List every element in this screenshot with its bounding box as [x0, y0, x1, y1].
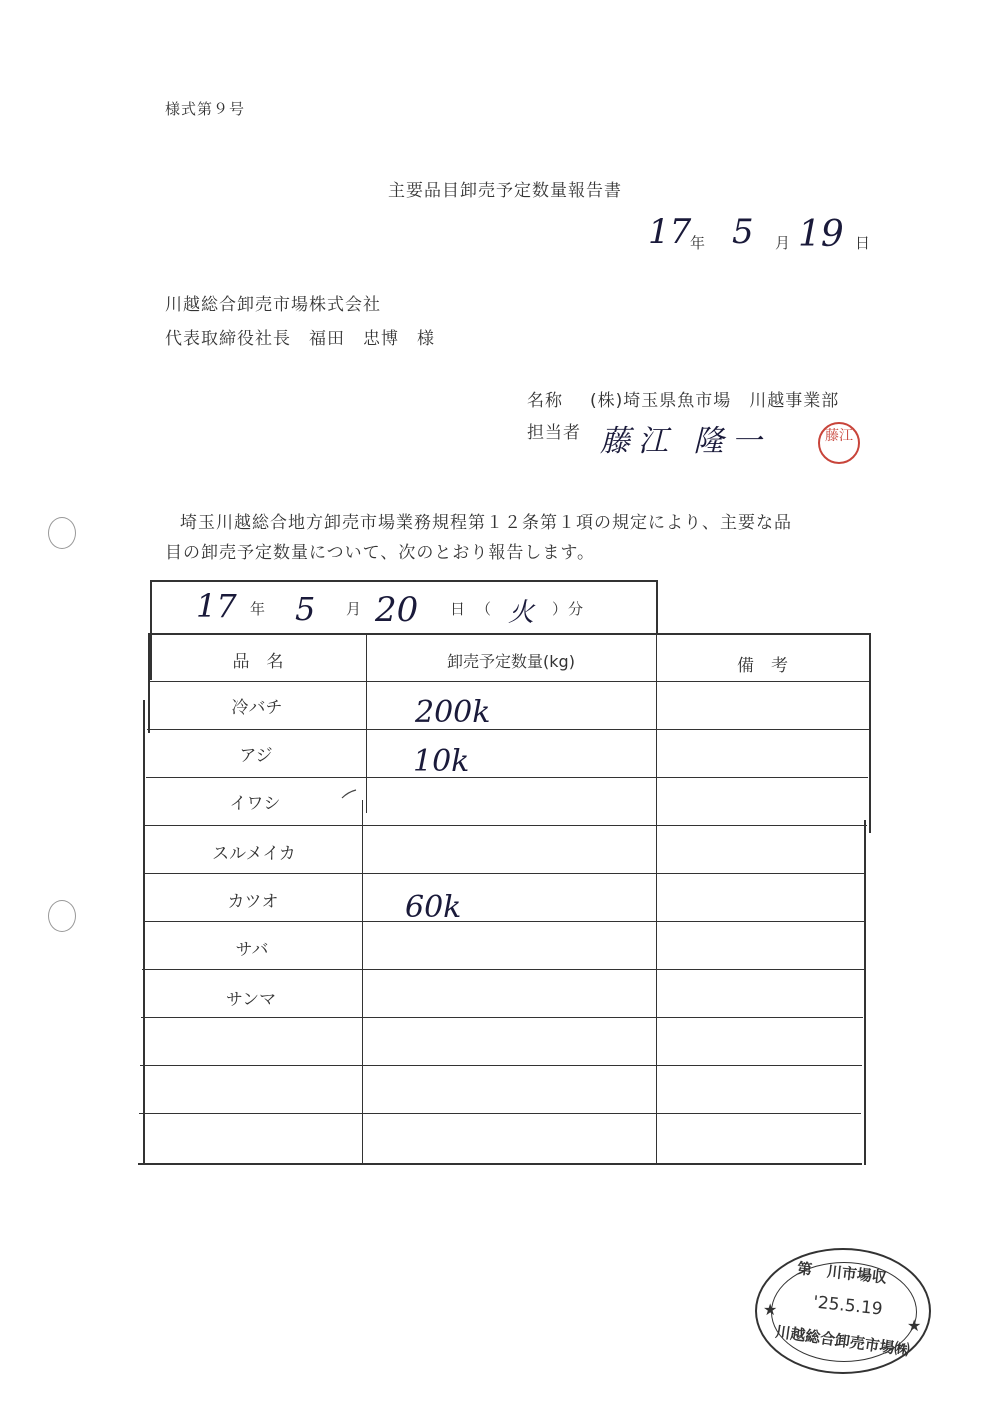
- received-stamp-top: 第 川市場収: [796, 1259, 888, 1287]
- row-1-quantity: 200k: [415, 695, 491, 730]
- document-title: 主要品目卸売予定数量報告書: [388, 181, 622, 201]
- row-4-item: スルメイカ: [212, 844, 296, 864]
- report-date-month: 5: [732, 212, 754, 252]
- row-7-item: サンマ: [225, 990, 277, 1010]
- sender-name-value: (株)埼玉県魚市場 川越事業部: [590, 391, 840, 411]
- report-date-day-label: 日: [855, 234, 872, 252]
- personal-seal: 藤江: [818, 422, 860, 464]
- received-stamp-bottom: 川越総合卸売市場㈱: [774, 1322, 911, 1360]
- row-3-item: イワシ: [229, 794, 281, 814]
- table-date-paren-open: （: [476, 600, 493, 618]
- header-notes: 備 考: [737, 656, 788, 676]
- received-stamp: [755, 1248, 931, 1374]
- table-date-year: 17: [196, 587, 237, 625]
- star-icon: ★: [763, 1300, 778, 1319]
- form-number: 様式第９号: [165, 100, 246, 118]
- table-date-day-label: 日: [450, 600, 467, 618]
- row-5-item: カツオ: [227, 892, 279, 912]
- row-2-item: アジ: [239, 746, 273, 766]
- table-date-year-label: 年: [250, 600, 267, 618]
- table-date-paren-close: ）分: [552, 600, 585, 618]
- sender-name-label: 名称: [527, 391, 563, 411]
- body-text-line2: 目の卸売予定数量について、次のとおり報告します。: [165, 543, 595, 563]
- row-2-quantity: 10k: [413, 744, 470, 779]
- report-date-year: 17: [648, 212, 692, 252]
- report-date-day: 19: [798, 214, 844, 255]
- report-date-year-label: 年: [690, 234, 707, 252]
- row-6-item: サバ: [235, 940, 269, 960]
- header-item-name: 品 名: [232, 652, 284, 672]
- table-date-day: 20: [375, 590, 419, 630]
- table-date-weekday: 火: [508, 598, 535, 628]
- addressee-company: 川越総合卸売市場株式会社: [165, 295, 381, 315]
- sender-person-label: 担当者: [527, 423, 581, 443]
- row-5-quantity: 60k: [405, 890, 462, 925]
- row-1-item: 冷バチ: [231, 698, 283, 718]
- addressee-person: 代表取締役社長 福田 忠博 様: [165, 329, 435, 349]
- body-text-line1: 埼玉川越総合地方卸売市場業務規程第１２条第１項の規定により、主要な品: [180, 513, 792, 533]
- header-quantity: 卸売予定数量(kg): [447, 652, 575, 671]
- table-date-month: 5: [295, 590, 316, 628]
- star-icon: ★: [907, 1316, 922, 1335]
- check-mark-icon: [340, 788, 360, 804]
- sender-signature: 藤江 隆一: [600, 424, 770, 459]
- received-stamp-date: '25.5.19: [812, 1292, 884, 1320]
- table-date-month-label: 月: [346, 600, 363, 618]
- report-date-month-label: 月: [775, 234, 792, 252]
